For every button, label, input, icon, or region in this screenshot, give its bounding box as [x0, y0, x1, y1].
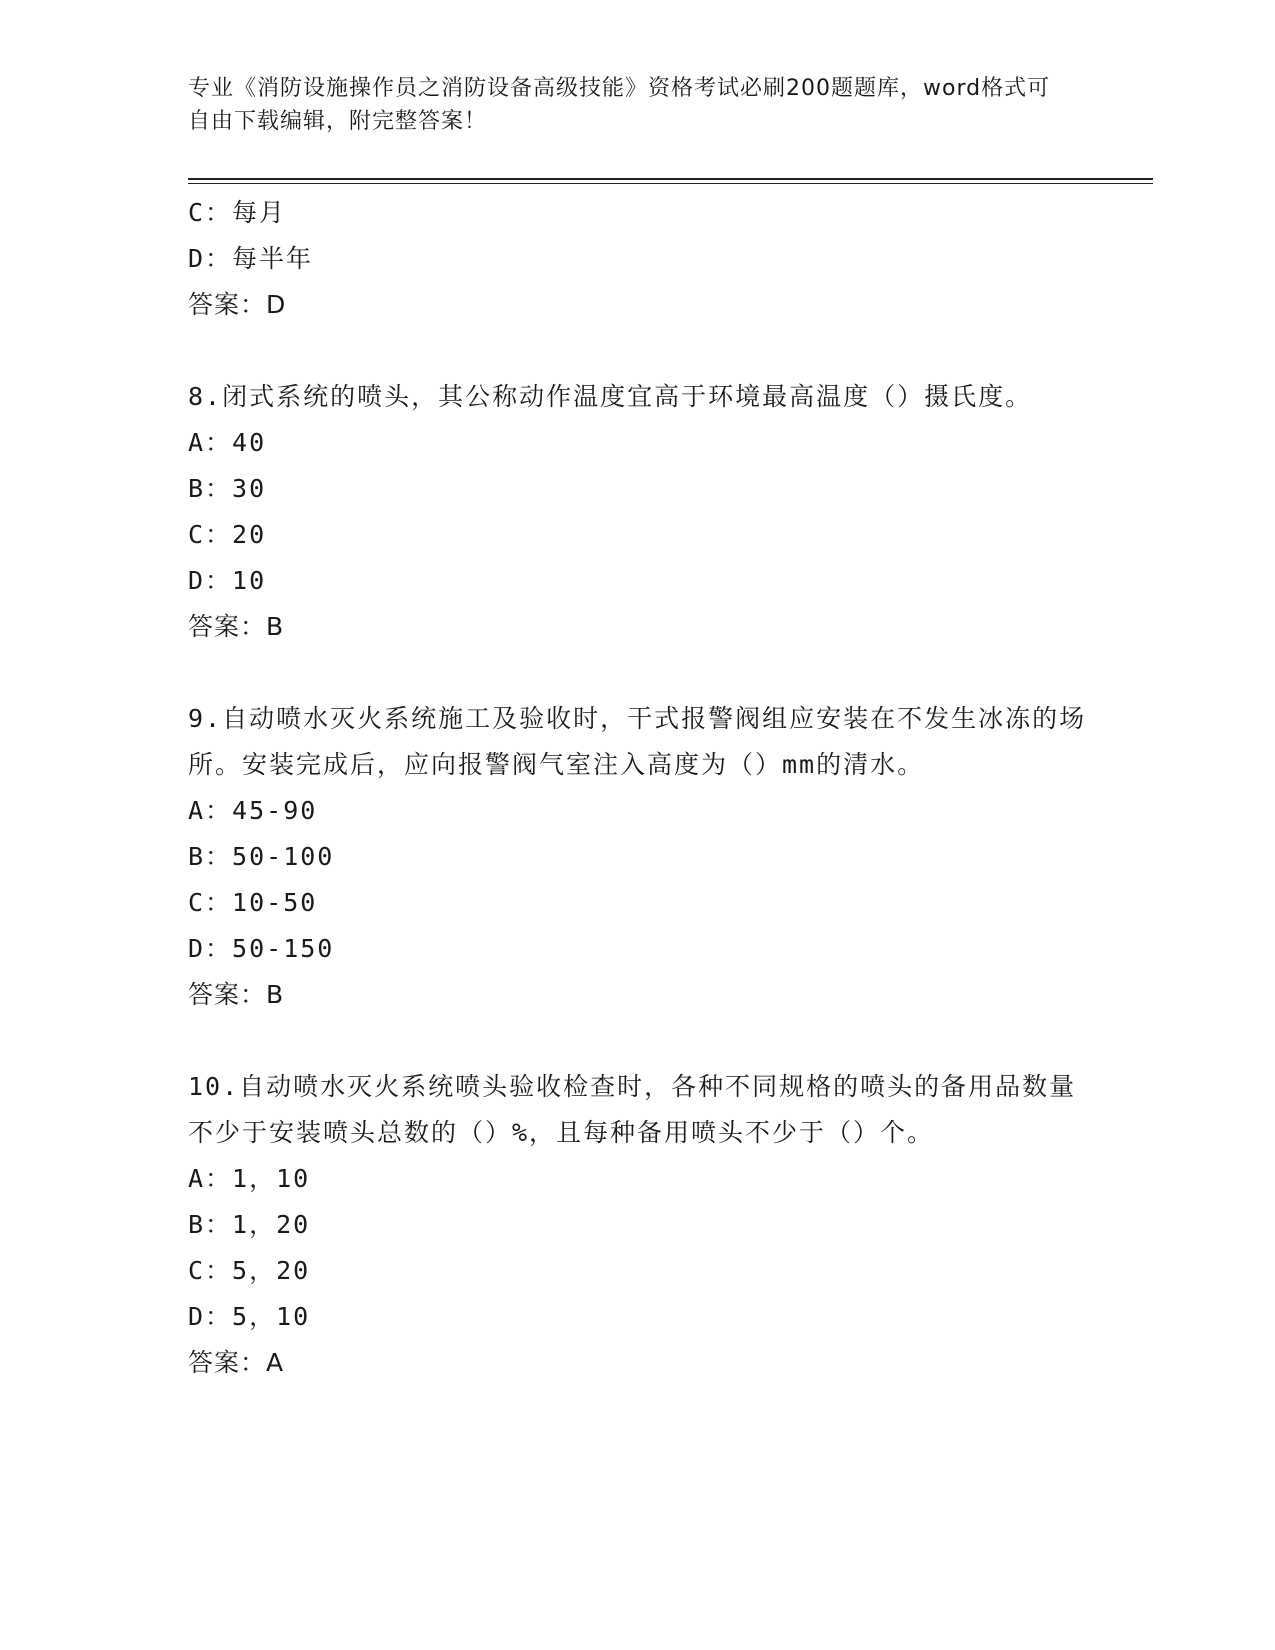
option-b: B：1，20	[188, 1210, 311, 1239]
answer-line: 答案：B	[188, 612, 285, 641]
question-text: 9.自动喷水灭火系统施工及验收时，干式报警阀组应安装在不发生冰冻的场所。安装完成后，应向报警阀气室注入高度为（）mm的清水。	[188, 704, 1087, 779]
header-divider-bottom	[188, 183, 1153, 184]
option-d: D：5，10	[188, 1302, 311, 1331]
option-c: C：10-50	[188, 888, 318, 917]
question-7-tail	[188, 190, 1088, 328]
option-a: A：40	[188, 428, 267, 457]
question-10	[188, 1064, 1088, 1386]
question-text: 10.自动喷水灭火系统喷头验收检查时，各种不同规格的喷头的备用品数量不少于安装喷头总数的（）%，且每种备用喷头不少于（）个。	[188, 1072, 1077, 1147]
option-a: A：1，10	[188, 1164, 311, 1193]
question-list	[188, 190, 1088, 1386]
option-c: C：5，20	[188, 1256, 311, 1285]
option-c: C：20	[188, 520, 267, 549]
answer-line: 答案：A	[188, 1348, 285, 1377]
question-8	[188, 374, 1088, 650]
header-divider-top	[188, 178, 1153, 180]
option-a: A：45-90	[188, 796, 318, 825]
answer-line: 答案：D	[188, 290, 287, 319]
question-text: 8.闭式系统的喷头，其公称动作温度宜高于环境最高温度（）摄氏度。	[188, 382, 1033, 411]
question-gap	[188, 650, 1088, 696]
question-gap	[188, 328, 1088, 374]
question-gap	[188, 1018, 1088, 1064]
option-d: D：每半年	[188, 244, 314, 273]
option-d: D：10	[188, 566, 267, 595]
answer-line: 答案：B	[188, 980, 285, 1009]
option-d: D：50-150	[188, 934, 335, 963]
option-b: B：30	[188, 474, 267, 503]
question-9	[188, 696, 1088, 1018]
option-b: B：50-100	[188, 842, 335, 871]
document-header: 专业《消防设施操作员之消防设备高级技能》资格考试必刷200题题库，word格式可自由下载编辑，附完整答案！	[188, 76, 1051, 134]
option-c: C：每月	[188, 198, 287, 227]
